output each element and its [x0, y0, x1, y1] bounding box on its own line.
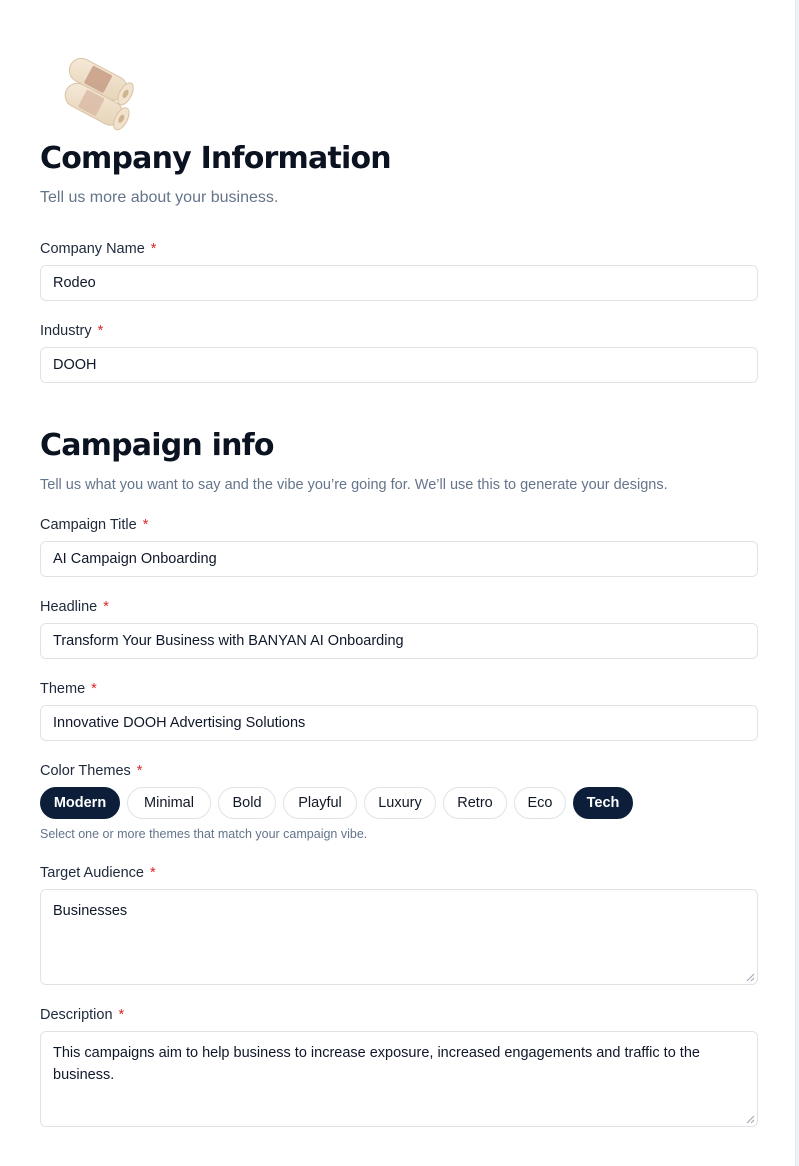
chip-eco[interactable]: Eco	[514, 787, 566, 819]
description-textarea[interactable]: This campaigns aim to help business to increase exposure, increased engagements and traffic to the business.	[40, 1031, 758, 1127]
campaign-title-input[interactable]: AI Campaign Onboarding	[40, 541, 758, 577]
industry-input[interactable]: DOOH	[40, 347, 758, 383]
theme-label: Theme *	[40, 681, 97, 697]
required-mark: *	[97, 323, 104, 339]
required-mark: *	[150, 241, 157, 257]
headline-label: Headline *	[40, 599, 109, 615]
chip-bold[interactable]: Bold	[218, 787, 276, 819]
chip-retro[interactable]: Retro	[443, 787, 507, 819]
theme-input[interactable]: Innovative DOOH Advertising Solutions	[40, 705, 758, 741]
paper-rolls-logo-icon	[54, 48, 140, 132]
target-audience-label: Target Audience *	[40, 865, 156, 881]
color-themes-hint: Select one or more themes that match your campaign vibe.	[40, 827, 368, 841]
campaign-title-label: Campaign Title *	[40, 517, 149, 533]
required-mark: *	[91, 681, 97, 697]
target-audience-textarea[interactable]: Businesses	[40, 889, 758, 985]
campaign-section-subtitle: Tell us what you want to say and the vibe you’re going for. We’ll use this to generate your designs.	[40, 477, 668, 493]
description-label: Description *	[40, 1007, 125, 1023]
company-name-input[interactable]: Rodeo	[40, 265, 758, 301]
required-mark: *	[150, 865, 156, 881]
headline-input[interactable]: Transform Your Business with BANYAN AI Onboarding	[40, 623, 758, 659]
required-mark: *	[103, 599, 109, 615]
chip-tech[interactable]: Tech	[573, 787, 633, 819]
chip-minimal[interactable]: Minimal	[127, 787, 211, 819]
required-mark: *	[142, 517, 149, 533]
resize-grip-icon[interactable]	[745, 1114, 755, 1124]
required-mark: *	[136, 763, 143, 779]
company-name-label: Company Name *	[40, 241, 157, 257]
required-mark: *	[118, 1007, 125, 1023]
company-section-subtitle: Tell us more about your business.	[40, 189, 279, 206]
campaign-section-title: Campaign info	[40, 428, 274, 463]
company-section-title: Company Information	[40, 141, 391, 176]
chip-modern[interactable]: Modern	[40, 787, 120, 819]
resize-grip-icon[interactable]	[745, 972, 755, 982]
color-themes-label: Color Themes *	[40, 763, 143, 779]
chip-playful[interactable]: Playful	[283, 787, 357, 819]
chip-luxury[interactable]: Luxury	[364, 787, 436, 819]
industry-label: Industry *	[40, 323, 104, 339]
